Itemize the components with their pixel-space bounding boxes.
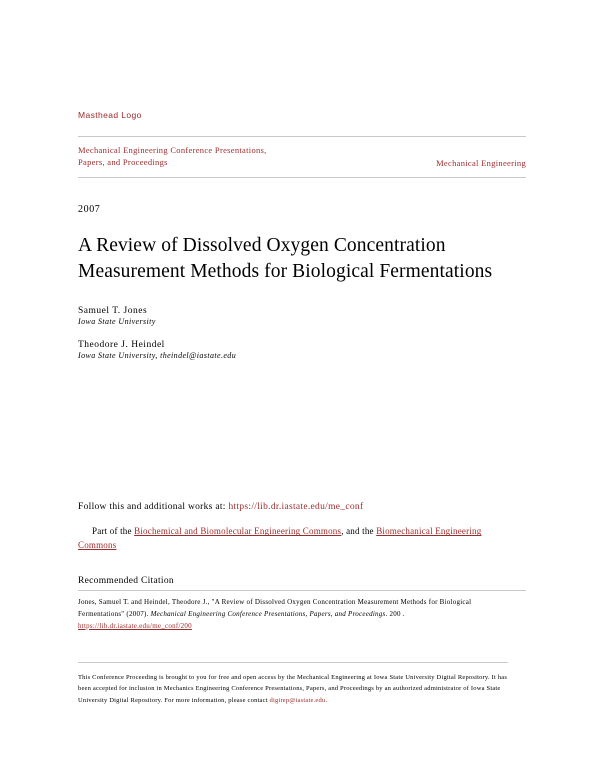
header-bar [78, 136, 526, 178]
citation-series-italic: Mechanical Engineering Conference Presentations, Papers, and Proceedings [150, 609, 386, 618]
publication-year: 2007 [78, 203, 101, 215]
part-of-middle: , and the [341, 526, 377, 537]
commons-link-biomechanical[interactable]: Biomechanical Engineering Commons [78, 526, 482, 550]
document-content [78, 110, 526, 706]
vertical-spacer [78, 374, 526, 502]
footer-text-part2: . [325, 696, 328, 704]
citation-url-link[interactable]: https://lib.dr.iastate.edu/me_conf/200 [78, 621, 192, 630]
contact-email-link[interactable]: digirep@iastate.edu [269, 696, 326, 704]
part-of-prefix: Part of the [92, 526, 135, 537]
series-title-line1: Mechanical Engineering Conference Presentations, [78, 145, 267, 155]
footer-text-part1: This Conference Proceeding is brought to you for free and open access by the Mechanical Engineering at Iowa State University Digital Repository. It has been accepted for inclusion in Mechanics Engineering Conference Presentations, Papers, and Proceedings by an authorized administrator of Iowa State University Digital Repository. For more information, please contact [78, 674, 508, 704]
page-title: A Review of Dissolved Oxygen Concentration Measurement Methods for Biological Fermentations [78, 234, 493, 282]
citation-text-part1: Jones, Samuel T. and Heindel, Theodore J., "A Review of Dissolved Oxygen Concentration Measurement Methods for Biological Fermentations" (2007). [78, 598, 472, 618]
follow-prefix: Follow this and additional works at: [78, 502, 229, 513]
citation-text-part2: . 200 . [385, 609, 405, 618]
recommended-citation-heading: Recommended Citation [78, 576, 526, 591]
author-affiliation: Iowa State University, theindel@iastate.edu [78, 351, 237, 361]
department-label: Mechanical Engineering [436, 158, 526, 168]
follow-works-link[interactable]: https://lib.dr.iastate.edu/me_conf [228, 502, 364, 513]
author-affiliation: Iowa State University [78, 317, 156, 327]
series-title [78, 144, 267, 169]
part-of-line [78, 525, 498, 552]
recommended-citation-body [78, 597, 508, 632]
author-name: Theodore J. Heindel [78, 340, 165, 351]
footer-note [78, 662, 508, 706]
author-name: Samuel T. Jones [78, 306, 148, 317]
series-title-line2: Papers, and Proceedings [78, 157, 168, 168]
commons-link-biochemical[interactable]: Biochemical and Biomolecular Engineering Commons [134, 526, 342, 537]
masthead-logo: Masthead Logo [78, 110, 142, 120]
follow-works-line [78, 502, 526, 512]
author-entry [78, 340, 526, 360]
author-entry [78, 306, 526, 326]
